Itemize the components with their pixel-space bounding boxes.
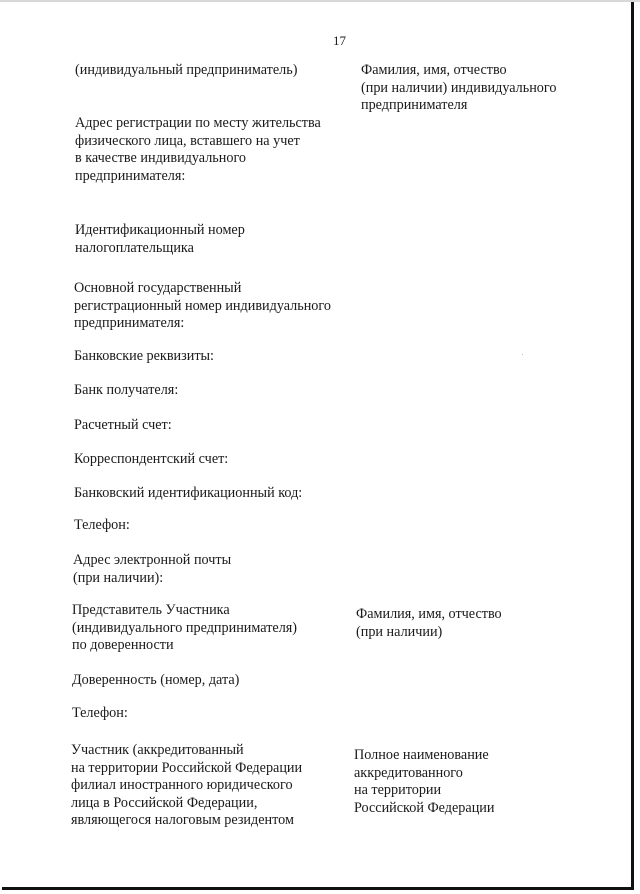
phone2-label: Телефон: <box>72 705 128 721</box>
bank-label: Банк получателя: <box>74 382 179 398</box>
representative-label <box>72 602 297 655</box>
text-line: Основной государственный <box>74 280 242 296</box>
text-line: физического лица, вставшего на учет <box>75 132 300 149</box>
page-number: 17 <box>333 33 346 48</box>
account-label: Расчетный счет: <box>74 417 172 433</box>
text-line: по доверенности <box>72 637 174 653</box>
text-line: предпринимателя: <box>74 315 185 331</box>
text-line: Представитель Участника <box>72 602 230 618</box>
fio-ip-label <box>361 62 556 115</box>
text-line: в качестве индивидуального <box>75 150 247 166</box>
phone-label: Телефон: <box>74 517 130 533</box>
text-line: Полное наименование <box>354 747 489 763</box>
inn-label <box>75 222 245 257</box>
text-line: Российской Федерации <box>354 799 495 816</box>
text-line: на территории <box>354 782 442 798</box>
text-line: лица в Российской Федерации, <box>71 794 258 811</box>
text-line: Адрес регистрации по месту жительства <box>75 115 321 131</box>
text-line: (при наличии) индивидуального <box>361 79 557 96</box>
ogrnip-label <box>74 280 331 333</box>
ip-label: (индивидуальный предприниматель) <box>75 62 298 78</box>
text-line: аккредитованного <box>354 764 463 781</box>
text-line: Фамилия, имя, отчество <box>356 606 502 622</box>
text-line: являющегося налоговым резидентом <box>71 812 294 828</box>
text-line: филиал иностранного юридического <box>71 777 293 793</box>
text-line: Идентификационный номер <box>75 222 245 238</box>
text-line: Участник (аккредитованный <box>71 742 244 758</box>
text-line: на территории Российской Федерации <box>71 759 303 776</box>
participant-label <box>71 742 302 830</box>
email-label <box>73 552 231 587</box>
text-line: предпринимателя <box>361 97 468 113</box>
text-line: (при наличии) <box>356 623 443 640</box>
full-name-label <box>354 747 494 817</box>
power-of-attorney-label: Доверенность (номер, дата) <box>72 672 240 688</box>
text-line: (индивидуального предпринимателя) <box>72 619 298 636</box>
text-line: предпринимателя: <box>75 167 186 184</box>
text-line: (при наличии): <box>73 569 164 586</box>
text-line: Адрес электронной почты <box>73 552 232 568</box>
fio-representative-label <box>356 606 502 641</box>
text-line: налогоплательщика <box>75 239 194 256</box>
registration-address-label <box>75 115 321 185</box>
scan-speck <box>522 354 523 355</box>
corr-account-label: Корреспондентский счет: <box>74 451 229 467</box>
text-line: Фамилия, имя, отчество <box>361 62 507 78</box>
bank-details-label: Банковские реквизиты: <box>74 348 214 364</box>
document-page <box>2 2 634 890</box>
bik-label: Банковский идентификационный код: <box>74 485 303 501</box>
text-line: регистрационный номер индивидуального <box>74 297 331 314</box>
